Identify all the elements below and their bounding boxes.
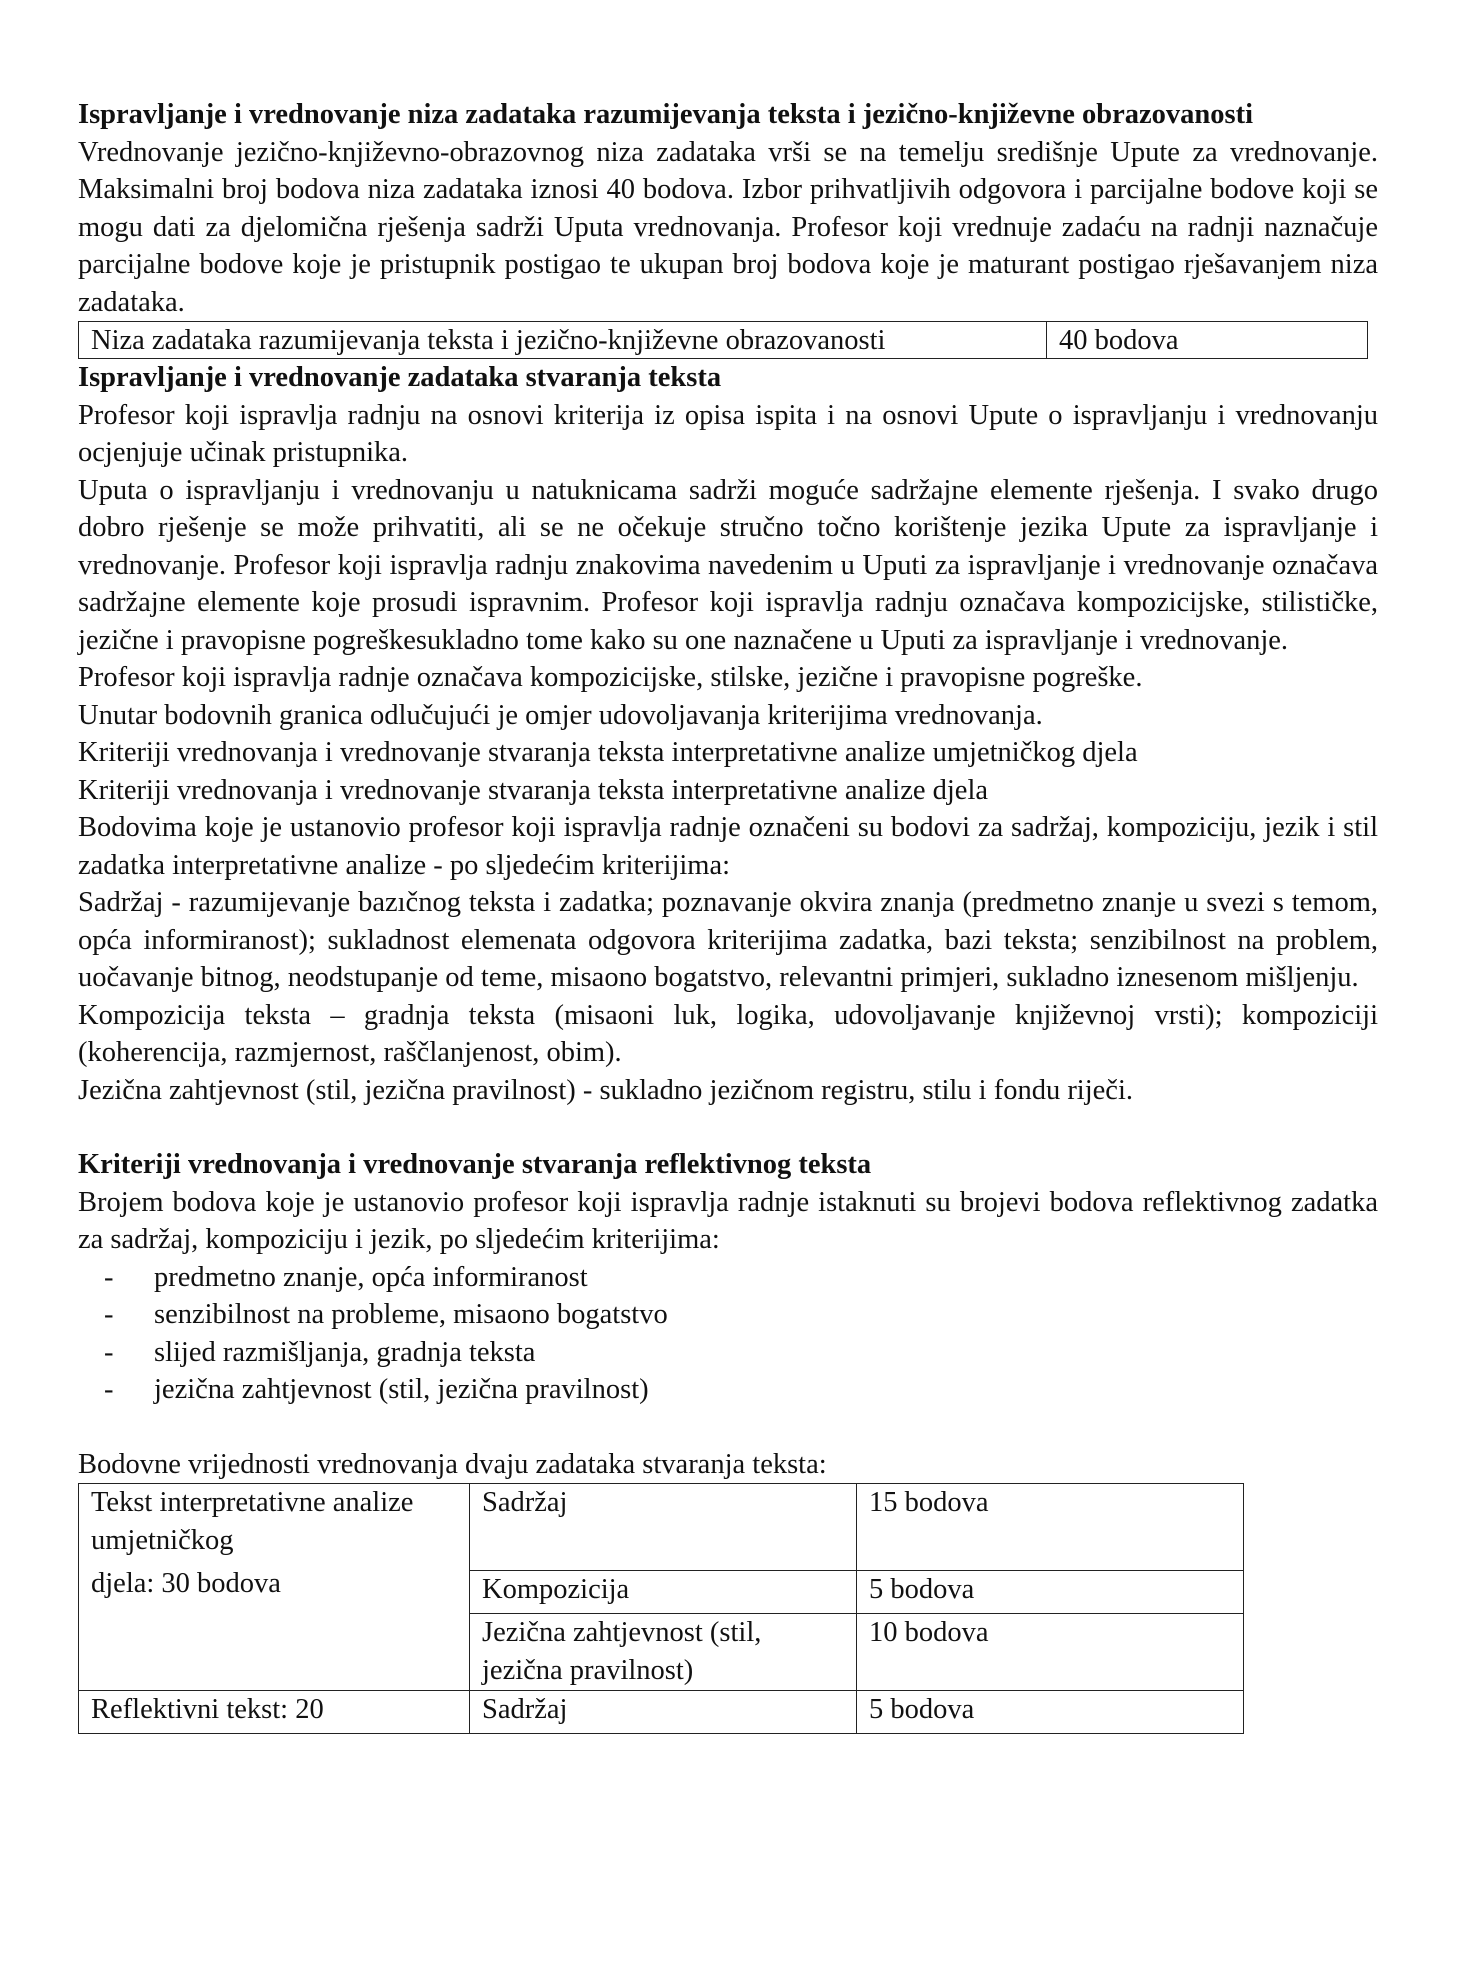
points-table-2: [78, 1483, 1244, 1734]
section-2-paragraph-7: Bodovima koje je ustanovio profesor koji ispravlja radnje označeni su bodovi za sadržaj, kompoziciju, jezik i stil zadatka interpretativne analize - po sljedećim kriterijima:: [78, 812, 1378, 881]
points-table-1: [78, 321, 1368, 359]
section-2-paragraph-10: Jezična zahtjevnost (stil, jezična pravilnost) - sukladno jezičnom registru, stilu i fondu riječi.: [78, 1074, 1133, 1106]
section-heading-2: Ispravljanje i vrednovanje zadataka stvaranja teksta: [78, 362, 722, 393]
section-2-paragraph-3: Profesor koji ispravlja radnje označava kompozicijske, stilske, jezične i pravopisne pogreške.: [78, 662, 1143, 693]
points-table-1-label: Niza zadataka razumijevanja teksta i jezično-književne obrazovanosti: [79, 322, 1047, 359]
points-cell: 15 bodova: [857, 1484, 1244, 1571]
section-2-paragraph-8: Sadržaj - razumijevanje bazıčnog teksta i zadatka; poznavanje okvira znanja (predmetno znanje u svezi s temom, opća informiranost); sukladnost elemenata odgovora kriterijima zadatka, bazi teksta; senzibilnost na problem, uočavanje bitnog, neodstupanje od teme, misaono bogatstvo, relevantni primjeri, sukladno iznesenom mišljenju.: [78, 887, 1378, 993]
criterion-cell: Kompozicija: [470, 1571, 857, 1614]
criterion-cell: Sadržaj: [470, 1484, 857, 1571]
list-item-text: senzibilnost na probleme, misaono bogatstvo: [154, 1299, 668, 1330]
section-heading-1: Ispravljanje i vrednovanje niza zadataka razumijevanja teksta i jezično-književne obrazovanosti: [78, 99, 1253, 130]
group-label-line-1: Tekst interpretativne analize umjetničkog: [91, 1487, 414, 1556]
section-2-paragraph-6: Kriteriji vrednovanja i vrednovanje stvaranja teksta interpretativne analize djela: [78, 774, 989, 806]
list-item: [78, 1371, 1378, 1409]
section-1-paragraph: Vrednovanje jezično-književno-obrazovnog niza zadataka vrši se na temelju središnje Upute za vrednovanje. Maksimalni broj bodova niza zadataka iznosi 40 bodova. Izbor prihvatljivih odgovora i parcijalne bodove koji se mogu dati za djelomična rješenja sadrži Uputa vrednovanja. Profesor koji vrednuje zadaću na radnji naznačuje parcijalne bodove koje je pristupnik postigao te ukupan broj bodova koje je maturant postigao rješavanjem niza zadataka.: [78, 136, 1378, 318]
list-item-text: jezična zahtjevnost (stil, jezična pravilnost): [154, 1374, 649, 1405]
spacer: [78, 1109, 1378, 1146]
points-cell: 5 bodova: [857, 1691, 1244, 1734]
section-2-paragraph-2: Uputa o ispravljanju i vrednovanju u natuknicama sadrži moguće sadržajne elemente rješenja. I svako drugo dobro rješenje se može prihvatiti, ali se ne očekuje stručno točno korištenje jezika Upute za ispravljanje i vrednovanje. Profesor koji ispravlja radnju znakovima navedenim u Uputi za ispravljanje i vrednovanje označava sadržajne elemente koje prosudi ispravnim. Profesor koji ispravlja radnju označava kompozicijske, stilističke, jezične i pravopisne pogreškesukladno tome kako su one naznačene u Uputi za ispravljanje i vrednovanje.: [78, 474, 1378, 656]
list-item: [78, 1334, 1378, 1372]
criterion-cell: Sadržaj: [470, 1691, 857, 1734]
criteria-list: [78, 1259, 1378, 1409]
dash-bullet: -: [104, 1374, 114, 1405]
section-2-paragraph-4: Unutar bodovnih granica odlučujući je omjer udovoljavanja kriterijima vrednovanja.: [78, 699, 1043, 731]
dash-bullet: -: [104, 1261, 114, 1293]
section-heading-3: Kriteriji vrednovanja i vrednovanje stvaranja reflektivnog teksta: [78, 1149, 872, 1180]
spacer: [78, 1409, 1378, 1446]
points-cell: 5 bodova: [857, 1571, 1244, 1614]
section-2-paragraph-5: Kriteriji vrednovanja i vrednovanje stvaranja teksta interpretativne analize umjetničkog djela: [78, 737, 1138, 768]
section-2-paragraph-1: Profesor koji ispravlja radnju na osnovi kriterija iz opisa ispita i na osnovi Upute o ispravljanju i vrednovanju ocjenjuje učinak pristupnika.: [78, 399, 1378, 468]
list-item-text: predmetno znanje, opća informiranost: [154, 1261, 588, 1293]
section-4-intro: Bodovne vrijednosti vrednovanja dvaju zadataka stvaranja teksta:: [78, 1448, 827, 1480]
group-label-line-2: djela: 30 bodova: [91, 1568, 281, 1599]
section-2-paragraph-9: Kompozicija teksta – gradnja teksta (misaoni luk, logika, udovoljavanje književnoj vrsti); kompoziciji (koherencija, razmjernost, raščlanjenost, obim).: [78, 999, 1378, 1068]
list-item-text: slijed razmišljanja, gradnja teksta: [154, 1336, 536, 1368]
section-3-paragraph: Brojem bodova koje je ustanovio profesor koji ispravlja radnje istaknuti su brojevi bodova reflektivnog zadatka za sadržaj, kompoziciju i jezik, po sljedećim kriterijima:: [78, 1186, 1378, 1255]
document-page: [78, 96, 1378, 1734]
list-item: [78, 1296, 1378, 1334]
points-cell: 10 bodova: [857, 1614, 1244, 1691]
group-cell-reflective: Reflektivni tekst: 20: [79, 1691, 470, 1734]
list-item: [78, 1259, 1378, 1297]
group-cell-interpretative: [79, 1484, 470, 1691]
points-table-1-value: 40 bodova: [1047, 322, 1368, 359]
dash-bullet: -: [104, 1336, 114, 1368]
criterion-cell: Jezična zahtjevnost (stil, jezična pravilnost): [470, 1614, 857, 1691]
dash-bullet: -: [104, 1299, 114, 1330]
